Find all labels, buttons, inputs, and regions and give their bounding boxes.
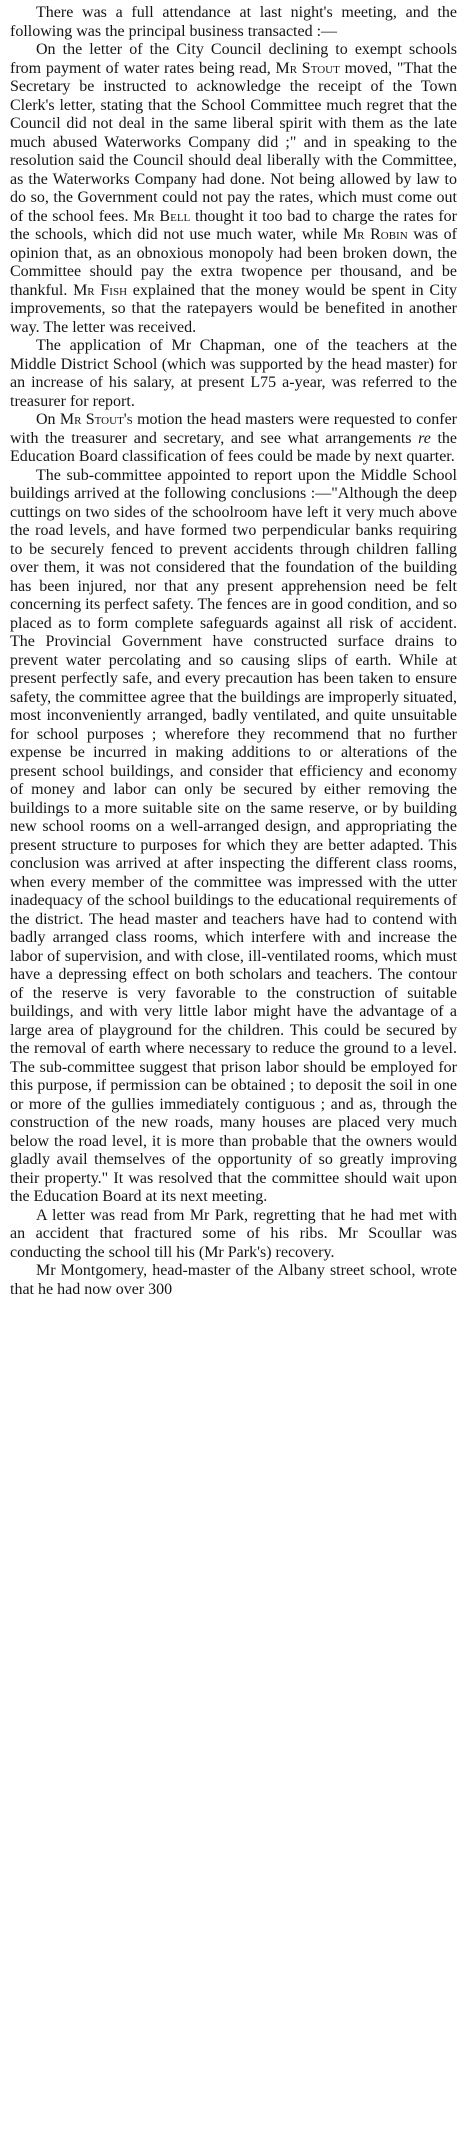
paragraph-park-letter: [10, 1207, 457, 1263]
fees-motion-text-c: the Education Board classification of fees could be made by next quarter.: [10, 429, 458, 465]
speaker-name-stout-possessive: Mr Stout's: [59, 411, 133, 428]
water-rates-text-e: explained that the money would be spent in City improvements, so that the ratepayers would be benefited in another way. The letter was received.: [10, 281, 457, 336]
paragraph-intro: [10, 4, 457, 41]
speaker-name-bell: Mr Bell: [133, 207, 191, 225]
re-italic: re: [418, 429, 431, 447]
salary-application-text: The application of Mr Chapman, one of the teachers at the Middle District School (which was supported by the head master) for an increase of his salary, at present L75 a-year, was referred to the treasurer for report.: [10, 337, 457, 410]
fees-motion-text-a: On: [36, 411, 60, 428]
montgomery-letter-text: Mr Montgomery, head-master of the Albany street school, wrote that he had now over 300: [10, 1262, 457, 1298]
paragraph-montgomery-letter: [10, 1262, 457, 1299]
water-rates-text-c: thought it too bad to charge the rates for the schools, which did not use much water, while: [10, 207, 457, 243]
water-rates-text-b: moved, "That the Secretary be instructed to acknowledge the receipt of the Town Clerk's letter, stating that the School Committee much regret that the Council did not deal in the same liberal spirit with them as the late much abused Waterworks Company did ;" and in speaking to the resolution said the Council should deal liberally with the Committee, as the Waterworks Company had done. Not being allowed by law to do so, the Government could not pay the rates, which must come out of the school fees.: [10, 59, 457, 225]
park-letter-text: A letter was read from Mr Park, regretting that he had met with an accident that fractured some of his ribs. Mr Scoullar was conducting the school till his (Mr Park's) recovery.: [10, 1206, 457, 1261]
fees-motion-text-b: motion the head masters were requested to confer with the treasurer and secretary, and see what arrangements: [10, 411, 458, 447]
paragraph-salary-application: [10, 337, 457, 411]
paragraph-intro-text: There was a full attendance at last night's meeting, and the following was the principal business transacted :—: [10, 4, 457, 40]
speaker-name-stout: Mr Stout: [275, 59, 340, 77]
paragraph-water-rates: [10, 41, 457, 337]
water-rates-text-a: On the letter of the City Council declining to exempt schools from payment of water rates being read,: [10, 41, 457, 77]
water-rates-text-d: was of opinion that, as an obnoxious monopoly had been broken down, the Committee should pay the extra twopence per thousand, and be thankful.: [10, 226, 457, 299]
paragraph-subcommittee-report: [10, 467, 457, 1207]
subcommittee-report-text: The sub-committee appointed to report upon the Middle School buildings arrived at the following conclusions :—"Although the deep cuttings on two sides of the schoolroom have left it very much above the road levels, and have formed two perpendicular banks requiring to be securely fenced to prevent accidents through children falling over them, it was not considered that the foundation of the building has been injured, nor that any present apprehension need be felt concerning its perfect safety. The fences are in good condition, and so placed as to form complete safeguards against all risk of accident. The Provincial Government have constructed surface drains to prevent water percolating and so causing slips of earth. While at present perfectly safe, and every precaution has been taken to ensure safety, the committee agree that the buildings are improperly situated, most inconveniently arranged, badly ventilated, and quite unsuitable for school purposes ; wherefore they recommend that no further expense be incurred in making additions to or alterations of the present school buildings, and consider that efficiency and economy of money and labor can only be secured by either removing the buildings to a more suitable site on the same reserve, or by building new school rooms on a well-arranged design, and appropriating the present structure to purposes for which they are better adapted. This conclusion was arrived at after inspecting the different class rooms, when every member of the committee was impressed with the utter inadequacy of the school buildings to the educational requirements of the district. The head master and teachers have had to contend with badly arranged class rooms, which interfere with and increase the labor of supervision, and with close, ill-ventilated rooms, which must have a depressing effect on both scholars and teachers. The contour of the reserve is very favorable to the construction of suitable buildings, and with very little labor might have the advantage of a large area of playground for the children. This could be secured by the removal of earth where necessary to reduce the ground to a level. The sub-committee suggest that prison labor should be employed for this purpose, if permission can be obtained ; to deposit the soil in one or more of the gullies immediately contiguous ; and as, through the construction of the new roads, many houses are placed very much below the road level, it is more than probable that the owners would gladly avail themselves of the opportunity of so greatly improving their property." It was resolved that the committee should wait upon the Education Board at its next meeting.: [10, 466, 457, 1205]
paragraph-fees-motion: [10, 411, 457, 467]
speaker-name-robin: Mr Robin: [342, 226, 408, 243]
speaker-name-fish: Mr Fish: [73, 281, 128, 299]
